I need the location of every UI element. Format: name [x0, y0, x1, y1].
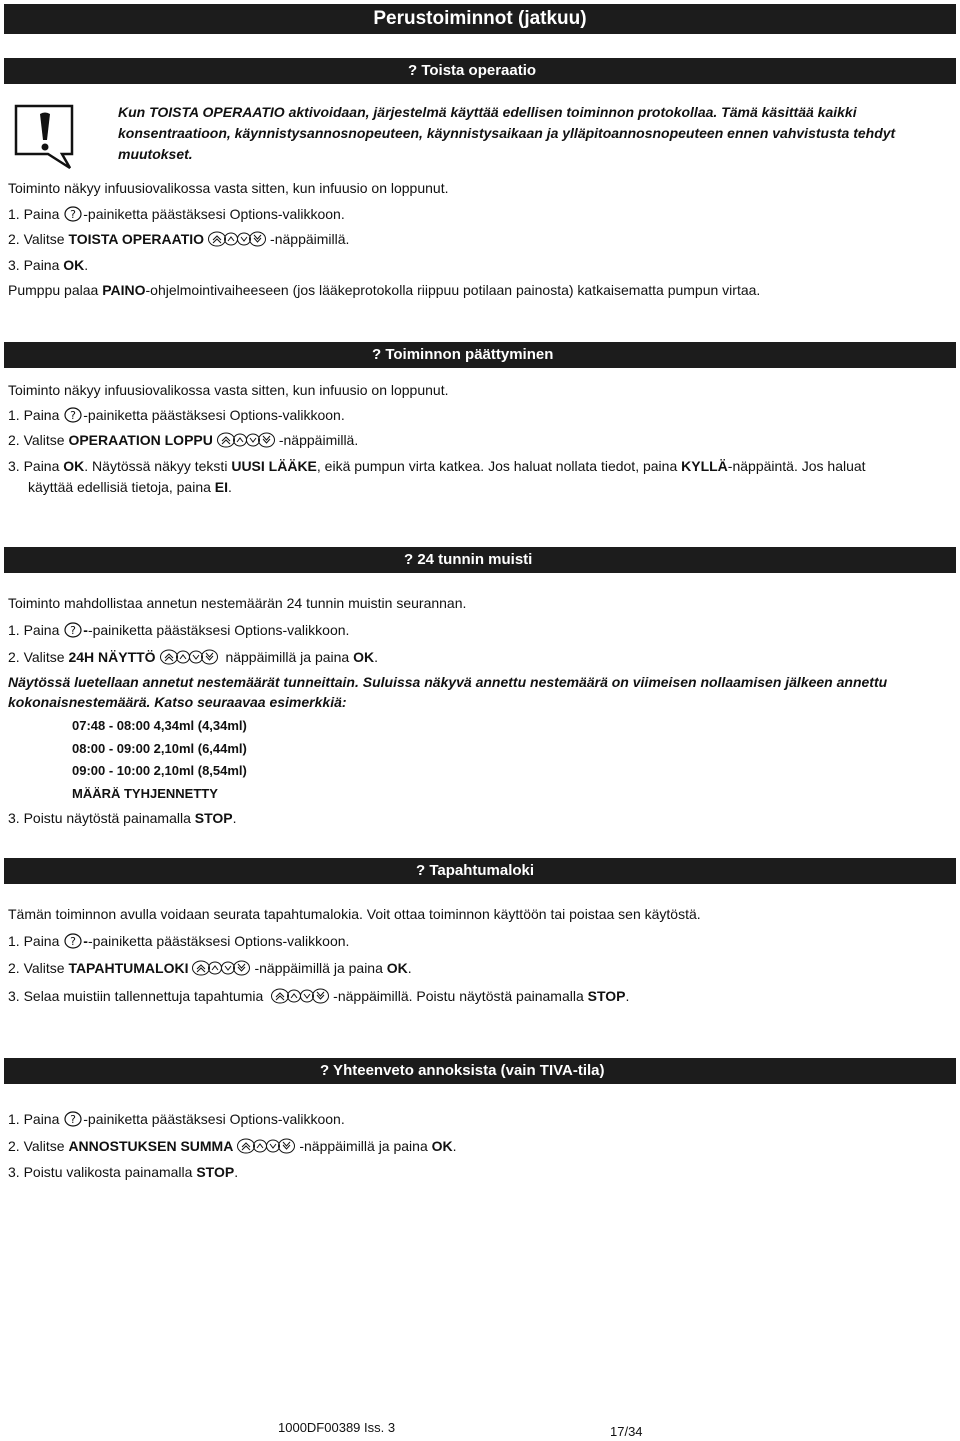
sec4-intro: Tämän toiminnon avulla voidaan seurata tapahtumalokia. Voit ottaa toiminnon käyttöön tai poistaa sen käytöstä. [8, 906, 701, 922]
sec4-step-3: 3. Selaa muistiin tallennettuja tapahtumia -näppäimillä. Poistu näytöstä painamalla STOP. [8, 988, 630, 1004]
section-title: ? Yhteenveto annoksista (vain TIVA-tila) [320, 1062, 605, 1079]
sec1-intro: Toiminto näkyy infuusiovalikossa vasta sitten, kun infuusio on loppunut. [8, 180, 449, 196]
options-key-icon [64, 407, 82, 423]
arrow-keys-icon [271, 988, 329, 1004]
sec3-note-line-2: kokonaisnestemäärä. Katso seuraavaa esimerkkiä: [8, 694, 347, 710]
example-row: MÄÄRÄ TYHJENNETTY [72, 786, 218, 801]
sec5-step-3: 3. Poistu valikosta painamalla STOP. [8, 1164, 239, 1180]
example-row: 08:00 - 09:00 2,10ml (6,44ml) [72, 741, 247, 756]
page-number: 17/34 [610, 1424, 643, 1439]
options-key-icon [64, 933, 82, 949]
sec4-step-1: 1. Paina --painiketta päästäksesi Options-valikkoon. [8, 933, 350, 949]
sec3-step-3: 3. Poistu näytöstä painamalla STOP. [8, 810, 237, 826]
example-row: 09:00 - 10:00 2,10ml (8,54ml) [72, 763, 247, 778]
warning-icon [12, 102, 76, 172]
arrow-keys-icon [192, 960, 250, 976]
sec5-step-1: 1. Paina -painiketta päästäksesi Options-valikkoon. [8, 1111, 345, 1127]
sec1-step-3: 3. Paina OK. [8, 257, 89, 273]
arrow-keys-icon [160, 649, 218, 665]
options-key-icon [64, 622, 82, 638]
sec2-step-2: 2. Valitse OPERAATION LOPPU -näppäimillä. [8, 432, 359, 448]
section-header-toiminnon-paattyminen [4, 342, 956, 368]
section-header-24-tunnin-muisti [4, 547, 956, 573]
sec2-step-3-cont: käyttää edellisiä tietoja, paina EI. [28, 479, 232, 495]
sec1-outro: Pumppu palaa PAINO-ohjelmointivaiheeseen (jos lääkeprotokolla riippuu potilaan painosta) katkaisematta pumpun virtaa. [8, 282, 761, 298]
options-key-icon [64, 1111, 82, 1127]
arrow-keys-icon [208, 231, 266, 247]
section-title: ? Toiminnon päättyminen [372, 346, 554, 363]
arrow-keys-icon [237, 1138, 295, 1154]
section-header-yhteenveto-annoksista [4, 1058, 956, 1084]
page-title [4, 4, 956, 34]
sec3-step-1: 1. Paina --painiketta päästäksesi Options-valikkoon. [8, 622, 350, 638]
document-id: 1000DF00389 Iss. 3 [278, 1420, 396, 1435]
section-header-toista-operaatio [4, 58, 956, 84]
options-key-icon [64, 206, 82, 222]
sec2-step-1: 1. Paina -painiketta päästäksesi Options-valikkoon. [8, 407, 345, 423]
sec4-step-2: 2. Valitse TAPAHTUMALOKI -näppäimillä ja paina OK. [8, 960, 412, 976]
sec1-step-1: 1. Paina -painiketta päästäksesi Options-valikkoon. [8, 206, 345, 222]
example-row: 07:48 - 08:00 4,34ml (4,34ml) [72, 718, 247, 733]
sec3-intro: Toiminto mahdollistaa annetun nestemäärän 24 tunnin muistin seurannan. [8, 595, 467, 611]
warning-text: Kun TOISTA OPERAATIO aktivoidaan, järjestelmä käyttää edellisen toiminnon protokollaa. Tämä käsittää kaikki konsentraatioon, käynnistysannosnopeuteen, käynnistysaikaan ja ylläpitoannosnopeuteen ennen vahvistusta tehdyt muutokset. [118, 104, 896, 162]
section-title: ? 24 tunnin muisti [404, 551, 533, 568]
section-title: ? Toista operaatio [408, 62, 537, 79]
sec3-step-2: 2. Valitse 24H NÄYTTÖ näppäimillä ja paina OK. [8, 649, 378, 665]
sec5-step-2: 2. Valitse ANNOSTUKSEN SUMMA -näppäimillä ja paina OK. [8, 1138, 457, 1154]
page-title-text: Perustoiminnot (jatkuu) [373, 8, 587, 30]
section-title: ? Tapahtumaloki [416, 862, 535, 879]
sec3-note-line-1: Näytössä luetellaan annetut nestemäärät tunneittain. Suluissa näkyvä annettu nestemäärä on viimeisen nollaamisen jälkeen annettu [8, 674, 888, 690]
sec2-step-3: 3. Paina OK. Näytössä näkyy teksti UUSI LÄÄKE, eikä pumpun virta katkea. Jos haluat nollata tiedot, paina KYLLÄ-näppäintä. Jos haluat [8, 458, 866, 474]
sec2-intro: Toiminto näkyy infuusiovalikossa vasta sitten, kun infuusio on loppunut. [8, 382, 449, 398]
sec1-step-2: 2. Valitse TOISTA OPERAATIO -näppäimillä. [8, 231, 350, 247]
section-header-tapahtumaloki [4, 858, 956, 884]
arrow-keys-icon [217, 432, 275, 448]
